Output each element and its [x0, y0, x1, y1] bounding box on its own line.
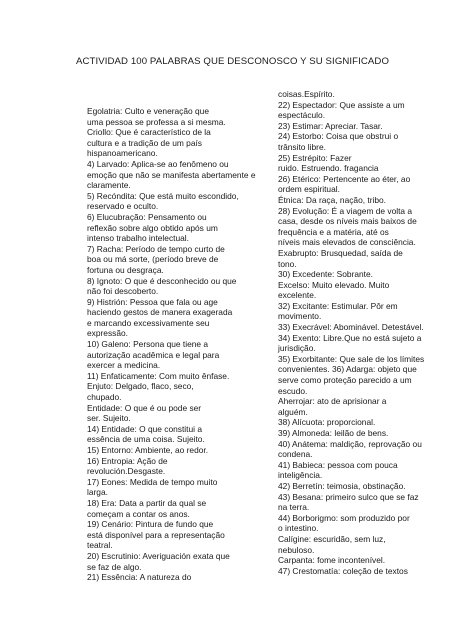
document-title: ACTIVIDAD 100 PALABRAS QUE DESCONOSCO Y SU SIGNIFICADO: [76, 56, 390, 67]
right-column-text: coisas.Espírito. 22) Espectador: Que assiste a um espectáculo. 23) Estimar: Apreciar. Tasar. 24) Estorbo: Coisa que obstrui o trânsito libre. 25) Estrépito: Fazer ruido. Estruendo. fragancia 26) Etérico: Pertencente ao éter, ao ordem espiritual. Étnica: Da raça, nação, tribo. 28) Evolução: É a viagem de volta a casa, desde os níveis mais baixos de frequência e a matéria, até os níveis mais elevados de consciência. Exabrupto: Brusquedad, saída de tono. 30) Excedente: Sobrante. Excelso: Muito elevado. Muito excelente. 32) Excitante: Estimular. Pôr em movimento. 33) Execrável: Abominável. Detestável. 34) Exento: Libre.Que no está sujeto a jurisdição. 35) Exorbitante: Que sale de los límites convenientes. 36) Adarga: objeto que serve como proteção parecido a um escudo. Aherrojar: ato de aprisionar a alguém. 38) Alícuota: proporcional. 39) Almoneda: leilão de bens. 40) Anátema: maldição, reprovação ou condena. 41) Babieca: pessoa com pouca inteligência. 42) Berretín: teimosia, obstinação. 43) Besana: primeiro sulco que se faz na terra. 44) Borborigmo: som produzido por o intestino. Calígine: escuridão, sem luz, nebuloso. Carpanta: fome incontenível. 47) Crestomatía: coleção de textos: [278, 89, 425, 576]
left-column-text: Egolatria: Culto e veneração que uma pessoa se professa a si mesma. Criollo: Que é característico de la cultura e a tradição de um país hispanoamericano. 4) Larvado: Aplica-se ao fenômeno ou emoção que não se manifesta abertamente e claramente. 5) Recóndita: Que está muito escondido, reservado e oculto. 6) Elucubração: Pensamento ou reflexão sobre algo obtido após um intenso trabalho intelectual. 7) Racha: Período de tempo curto de boa ou má sorte, (período breve de fortuna ou desgraça. 8) Ignoto: O que é desconhecido ou que não foi descoberto. 9) Histrión: Pessoa que fala ou age haciendo gestos de manera exagerada e marcando excessivamente seu expressão. 10) Galeno: Persona que tiene a autorização acadêmica e legal para exercer a medicina. 11) Enfaticamente: Com muito ênfase. Enjuto: Delgado, flaco, seco, chupado. Entidade: O que é ou pode ser ser. Sujeito. 14) Entidade: O que constitui a essência de uma coisa. Sujeito. 15) Entorno: Ambiente, ao redor. 16) Entropia: Ação de revolución.Desgaste. 17) Eones: Medida de tempo muito larga. 18) Era: Data a partir da qual se começam a contar os anos. 19) Cenário: Pintura de fundo que está disponível para a representação teatral. 20) Escrutinio: Averiguación exata que se faz de algo. 21) Essência: A natureza do: [87, 106, 256, 583]
